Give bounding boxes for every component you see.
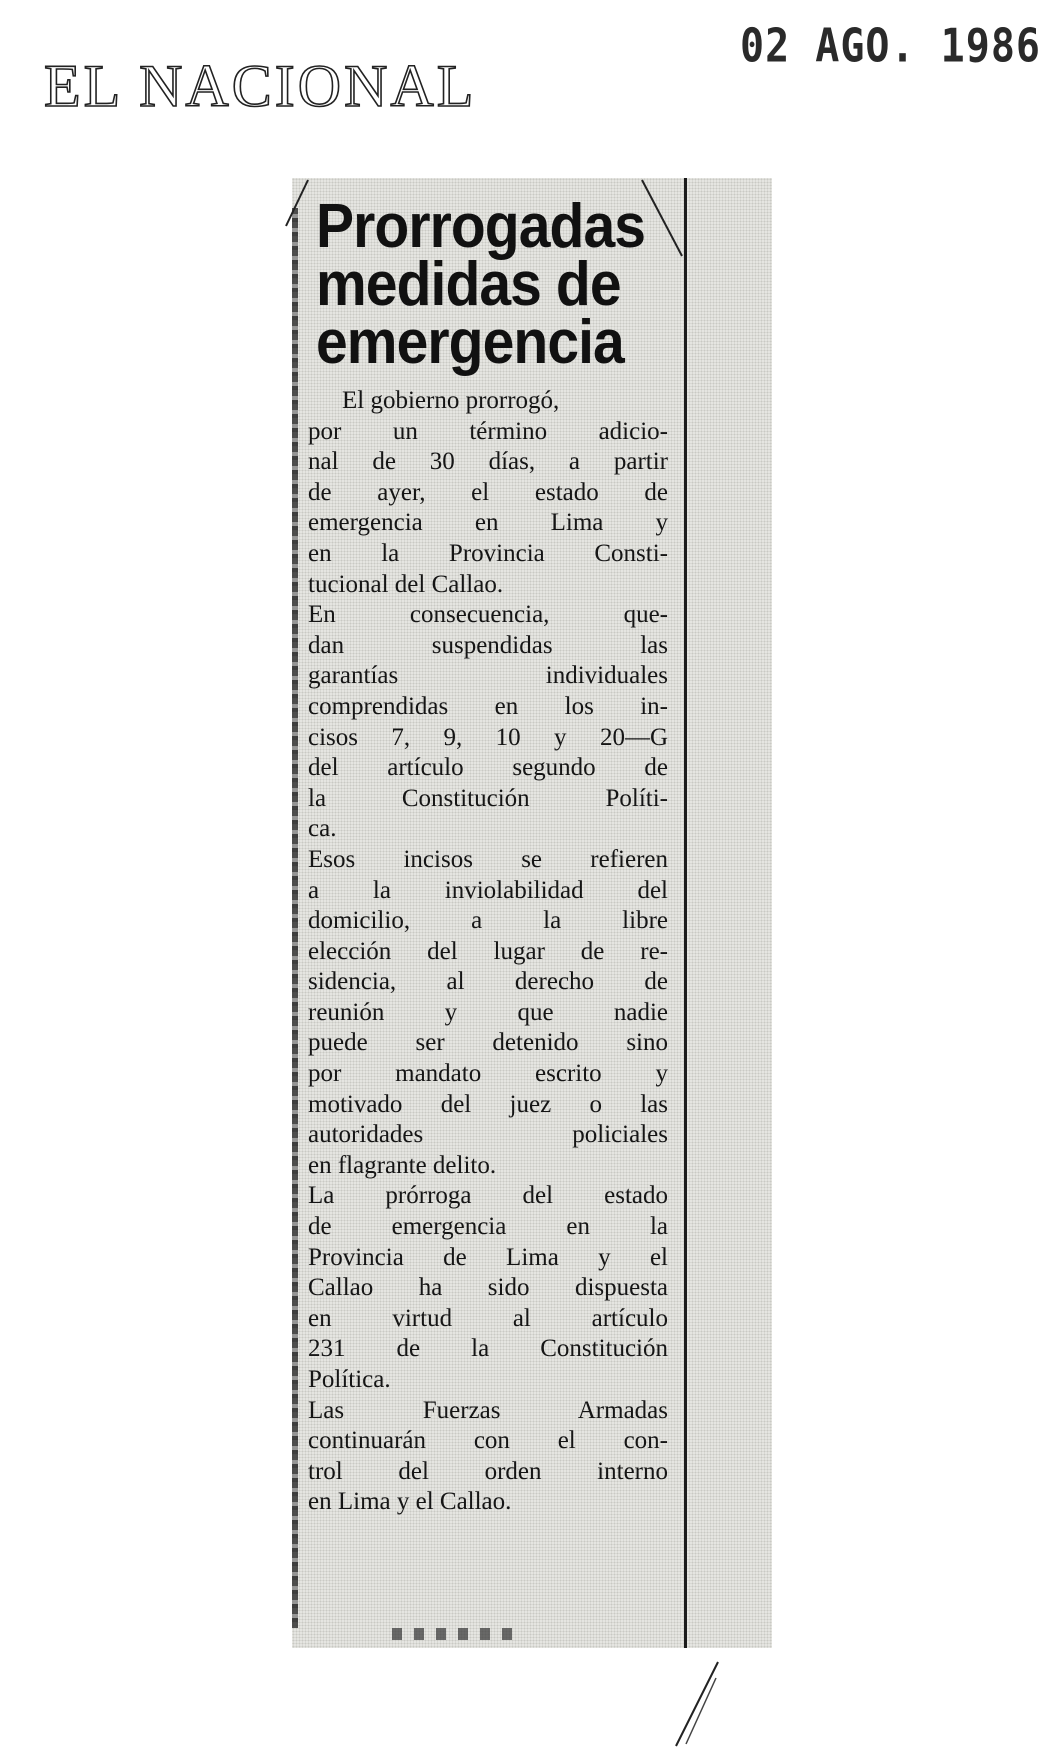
article-text-line: 231 de la Constitución [308,1335,668,1363]
article-text-line: en la Provincia Consti- [308,539,668,567]
article-text-line: de ayer, el estado de [308,478,668,506]
article-text-line: tucional del Callao. [308,570,504,598]
article-text-line: reunión y que nadie [308,998,668,1026]
article-text-line: la Constitución Políti- [308,784,668,812]
headline-line: Prorrogadas [316,192,646,261]
article-text-line: La prórroga del estado [308,1182,668,1210]
article-text-line: comprendidas en los in- [308,692,668,720]
article-text-line: ca. [308,815,337,843]
article-text-line: En consecuencia, que- [308,601,668,629]
article-text-line: autoridades policiales [308,1121,668,1149]
article-text-line: elección del lugar de re- [308,937,668,965]
article-text-line: por mandato escrito y [308,1060,668,1088]
clipping-cut-edge [292,208,298,1628]
headline-line: emergencia [316,308,624,377]
article-text-line: en flagrante delito. [308,1151,497,1179]
column-rule [684,178,687,1648]
article-text-line: El gobierno prorrogó, [342,387,560,414]
date-stamp: 02 AGO. 1986 [740,20,1041,73]
article-text-line: continuarán con el con- [308,1427,668,1455]
headline-line: medidas de [316,250,621,319]
article-headline [316,192,658,377]
pencil-slash-mark [672,1658,722,1748]
article-text-line: motivado del juez o las [308,1090,668,1118]
article-text-line: dan suspendidas las [308,631,668,659]
article-text-line: en Lima y el Callao. [308,1488,512,1516]
clipping-corner-mark-left [284,178,314,228]
print-residue [392,1628,522,1640]
news-clipping [292,178,772,1648]
article-text-line: Las Fuerzas Armadas [308,1396,668,1424]
article-text-line: Provincia de Lima y el [308,1243,668,1271]
newspaper-masthead: EL NACIONAL [44,53,477,119]
article-text-line: del artículo segundo de [308,754,668,782]
article-text-line: cisos 7, 9, 10 y 20—G [308,723,668,751]
article-text-line: por un término adicio- [308,417,668,445]
article-text-line: emergencia en Lima y [308,509,668,537]
article-text-line: a la inviolabilidad del [308,876,668,904]
article-body [308,386,668,1518]
article-text-line: Callao ha sido dispuesta [308,1274,668,1302]
article-text-line: domicilio, a la libre [308,907,668,935]
article-text-line: Esos incisos se refieren [308,845,668,873]
article-text-line: Política. [308,1366,391,1393]
article-text-line: garantías individuales [308,662,668,690]
article-text-line: trol del orden interno [308,1457,668,1485]
article-text-line: sidencia, al derecho de [308,968,668,996]
article-text-line: nal de 30 días, a partir [308,448,668,476]
article-text-line: en virtud al artículo [308,1304,668,1332]
article-text-line: de emergencia en la [308,1213,668,1241]
article-text-line: puede ser detenido sino [308,1029,668,1057]
